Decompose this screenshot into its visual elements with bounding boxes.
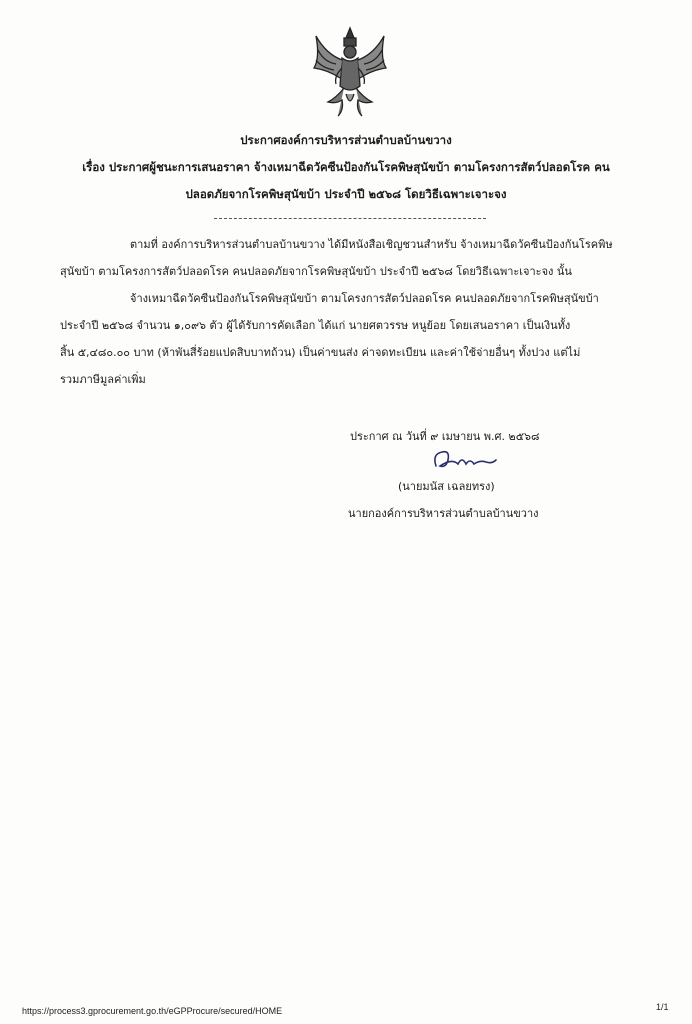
body-line-1: ตามที่ องค์การบริหารส่วนตำบลบ้านขวาง ได้มีหนังสือเชิญชวนสำหรับ จ้างเหมาฉีดวัคซีนป้องกันโรคพิษ — [130, 238, 613, 251]
announcement-date: ประกาศ ณ วันที่ ๙ เมษายน พ.ศ. ๒๕๖๘ — [350, 430, 540, 443]
header-divider — [214, 218, 486, 219]
body-line-5: สิ้น ๕,๔๘๐.๐๐ บาท (ห้าพันสี่ร้อยแปดสิบบาทถ้วน) เป็นค่าขนส่ง ค่าจดทะเบียน และค่าใช้จ่ายอื่นๆ ทั้งปวง แต่ไม่ — [60, 346, 581, 359]
body-line-2: สุนัขบ้า ตามโครงการสัตว์ปลอดโรค คนปลอดภัยจากโรคพิษสุนัขบ้า ประจำปี ๒๕๖๘ โดยวิธีเฉพาะเจาะจง นั้น — [60, 265, 572, 278]
body-line-6: รวมภาษีมูลค่าเพิ่ม — [60, 373, 146, 386]
page-number: 1/1 — [656, 1002, 669, 1012]
garuda-emblem-icon — [306, 24, 394, 122]
handwritten-signature — [430, 446, 500, 474]
subject-line-2: ปลอดภัยจากโรคพิษสุนัขบ้า ประจำปี ๒๕๖๘ โดยวิธีเฉพาะเจาะจง — [185, 187, 507, 201]
announcement-heading: ประกาศองค์การบริหารส่วนตำบลบ้านขวาง — [240, 133, 452, 147]
body-line-4: ประจำปี ๒๕๖๘ จำนวน ๑,๐๙๖ ตัว ผู้ได้รับการคัดเลือก ได้แก่ นายศตวรรษ หนูย้อย โดยเสนอราคา เป็นเงินทั้ง — [60, 319, 571, 332]
signer-title: นายกองค์การบริหารส่วนตำบลบ้านขวาง — [348, 507, 539, 520]
signer-name: (นายมนัส เฉลยทรง) — [398, 480, 495, 493]
footer-url: https://process3.gprocurement.go.th/eGPProcure/secured/HOME — [22, 1006, 283, 1016]
subject-line-1: เรื่อง ประกาศผู้ชนะการเสนอราคา จ้างเหมาฉีดวัคซีนป้องกันโรคพิษสุนัขบ้า ตามโครงการสัตว์ปลอดโรค คน — [82, 160, 610, 174]
body-line-3: จ้างเหมาฉีดวัคซีนป้องกันโรคพิษสุนัขบ้า ตามโครงการสัตว์ปลอดโรค คนปลอดภัยจากโรคพิษสุนัขบ้า — [130, 292, 599, 305]
